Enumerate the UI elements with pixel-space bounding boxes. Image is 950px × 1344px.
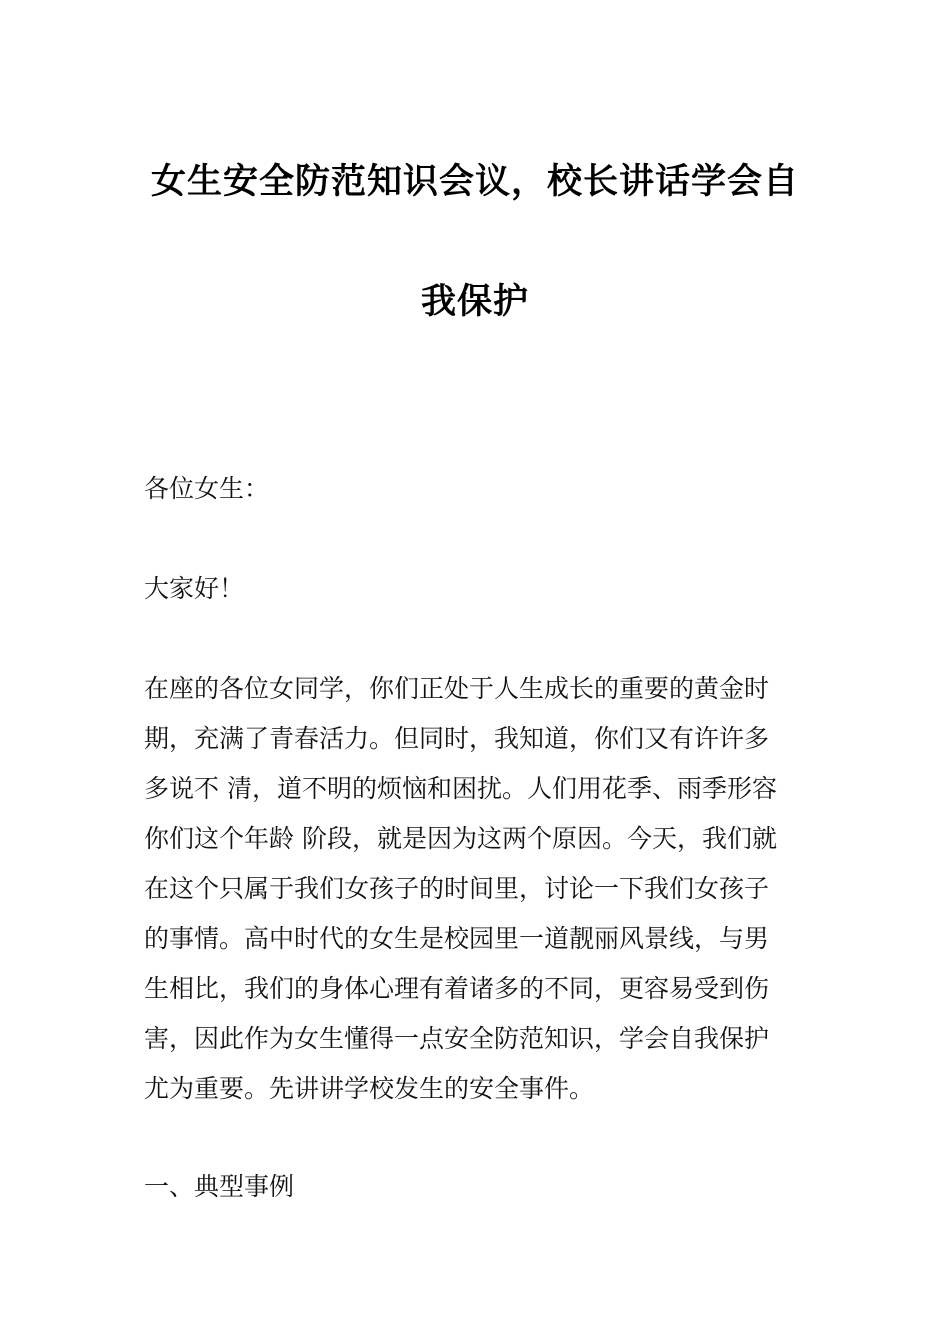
body-line: 在这个只属于我们女孩子的时间里，讨论一下我们女孩子 <box>144 874 770 903</box>
body-line: 的事情。高中时代的女生是校园里一道靓丽风景线，与男 <box>144 924 770 953</box>
document-title-line-1: 女生安全防范知识会议，校长讲话学会自 <box>150 162 799 202</box>
section-heading: 一、典型事例 <box>144 1172 295 1201</box>
body-paragraph <box>144 664 812 1114</box>
document-title-line-2: 我保护 <box>420 282 529 322</box>
salutation: 各位女生： <box>144 474 270 503</box>
body-line: 害，因此作为女生懂得一点安全防范知识，学会自我保护 <box>144 1024 770 1053</box>
body-line: 多说不 清，道不明的烦恼和困扰。人们用花季、雨季形容 <box>144 774 777 803</box>
body-line: 生相比，我们的身体心理有着诸多的不同，更容易受到伤 <box>144 974 770 1003</box>
body-line: 尤为重要。先讲讲学校发生的安全事件。 <box>144 1074 595 1103</box>
body-line: 在座的各位女同学，你们正处于人生成长的重要的黄金时 <box>144 674 770 703</box>
body-line: 你们这个年龄 阶段，就是因为这两个原因。今天，我们就 <box>144 824 777 853</box>
body-line: 期，充满了青春活力。但同时，我知道，你们又有许许多 <box>144 724 770 753</box>
greeting: 大家好！ <box>144 574 245 603</box>
